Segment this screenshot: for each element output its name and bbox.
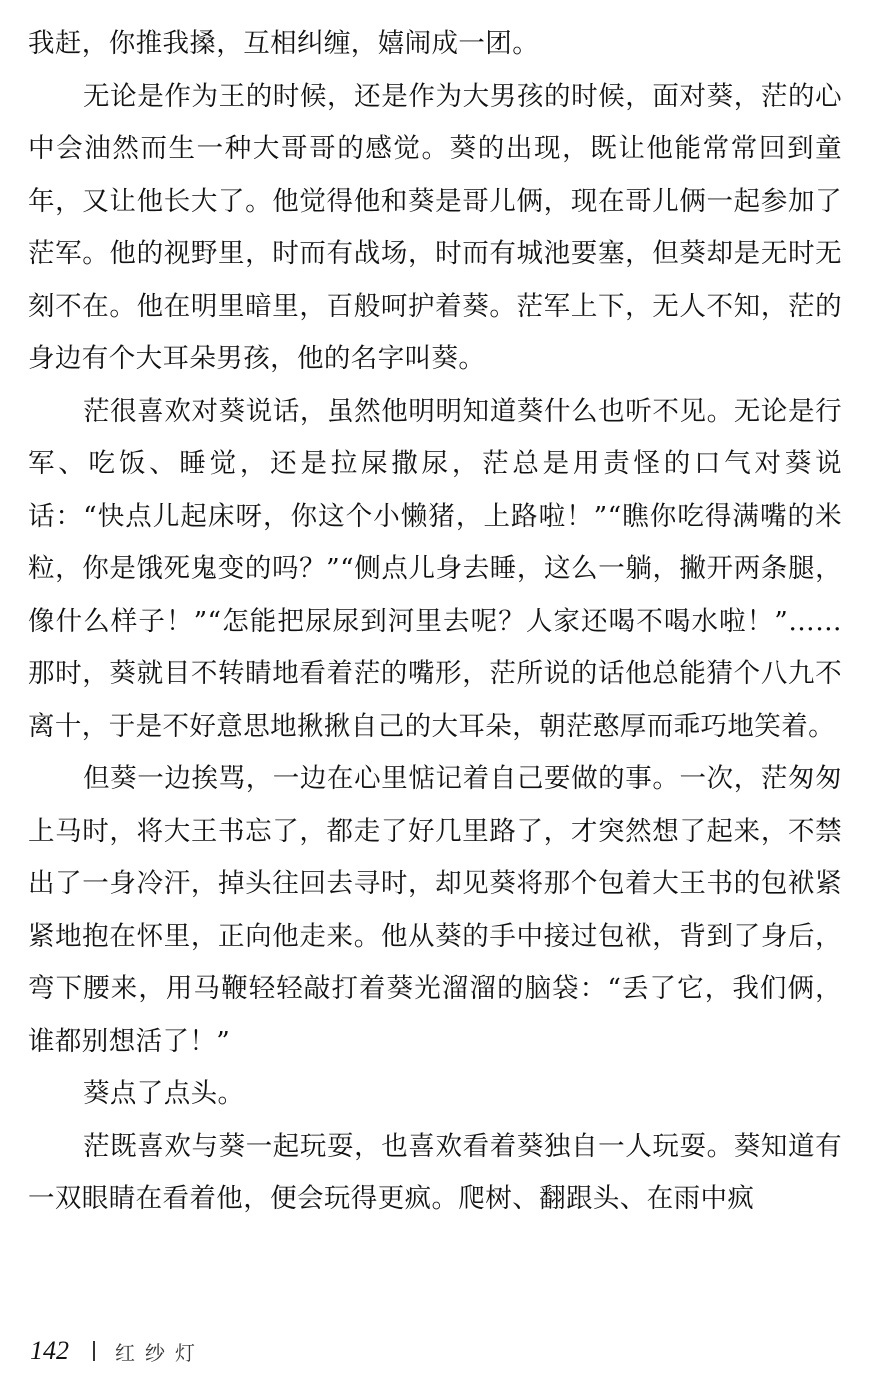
paragraph-5: 葵点了点头。 <box>83 1078 245 1109</box>
paragraph-1: 我赶，你推我搡，互相纠缠，嬉闹成一团。 <box>28 28 540 59</box>
paragraph-3: 茫很喜欢对葵说话，虽然他明明知道葵什么也听不见。无论是行军、吃饭、睡觉，还是拉屎撒尿，茫总是用责怪的口气对葵说话：“快点儿起床呀，你这个小懒猪，上路啦！”“瞧你吃得满嘴的米粒，你是饿死鬼变的吗？”“侧点儿身去睡，这么一躺，撇开两条腿，像什么样子！”“怎能把尿尿到河里去呢？人家还喝不喝水啦！”……那时，葵就目不转睛地看着茫的嘴形，茫所说的话他总能猜个八九不离十，于是不好意思地揪揪自己的大耳朵，朝茫憨厚而乖巧地笑着。 <box>28 395 842 742</box>
paragraph-6: 茫既喜欢与葵一起玩耍，也喜欢看着葵独自一人玩耍。葵知道有一双眼睛在看着他，便会玩得更疯。爬树、翻跟头、在雨中疯 <box>28 1130 842 1214</box>
page-footer <box>30 1336 205 1366</box>
paragraph-2: 无论是作为王的时候，还是作为大男孩的时候，面对葵，茫的心中会油然而生一种大哥哥的感觉。葵的出现，既让他能常常回到童年，又让他长大了。他觉得他和葵是哥儿俩，现在哥儿俩一起参加了茫军。他的视野里，时而有战场，时而有城池要塞，但葵却是无时无刻不在。他在明里暗里，百般呵护着葵。茫军上下，无人不知，茫的身边有个大耳朵男孩，他的名字叫葵。 <box>28 80 842 374</box>
paragraph-4: 但葵一边挨骂，一边在心里惦记着自己要做的事。一次，茫匆匆上马时，将大王书忘了，都走了好几里路了，才突然想了起来，不禁出了一身冷汗，掉头往回去寻时，却见葵将那个包着大王书的包袱紧紧地抱在怀里，正向他走来。他从葵的手中接过包袱，背到了身后，弯下腰来，用马鞭轻轻敲打着葵光溜溜的脑袋：“丢了它，我们俩，谁都别想活了！” <box>28 763 842 1057</box>
book-title: 红纱灯 <box>115 1340 205 1365</box>
page-body <box>28 18 842 1226</box>
footer-divider <box>93 1341 95 1361</box>
page-number: 142 <box>30 1336 69 1365</box>
